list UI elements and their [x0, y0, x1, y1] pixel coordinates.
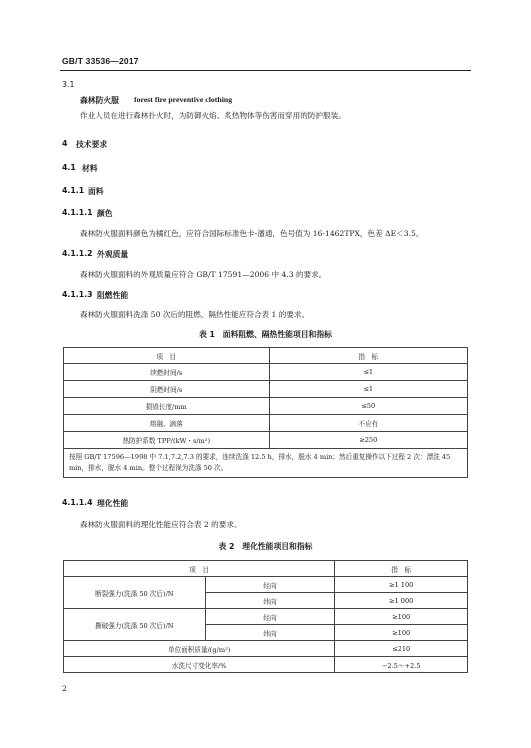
paragraph: 森林防火服面料洗涤 50 次后的阻燃、隔热性能应符合表 1 的要求。 [80, 310, 310, 319]
item-cell: 损毁长度/mm [64, 398, 270, 415]
table-row [64, 657, 468, 673]
value-cell: ≥100 [335, 625, 468, 641]
value-cell: ≥1 100 [335, 577, 468, 593]
item-cell: 续燃时间/s [64, 364, 270, 381]
section-title: 颜色 [97, 209, 113, 218]
value-cell: ≥250 [269, 432, 468, 449]
page-number: 2 [62, 684, 67, 693]
section-title: 面料 [88, 187, 104, 196]
item-cell: 单位面积质量/(g/m²) [64, 641, 335, 657]
table-2 [63, 560, 468, 673]
table-row [64, 577, 468, 593]
column-header: 项 目 [64, 561, 335, 577]
standard-code: GB/T 33536—2017 [62, 56, 139, 66]
value-cell: ≤1 [269, 364, 468, 381]
paragraph: 森林防火服面料颜色为橘红色，应符合国际标准色卡-潘通，色号值为 16-1462TPX，色差 ΔE＜3.5。 [80, 229, 424, 238]
table-row [64, 381, 468, 398]
sub-item-cell: 经向 [205, 609, 335, 625]
table-row [64, 415, 468, 432]
value-cell: ≤50 [269, 398, 468, 415]
item-cell: 撕破强力(洗涤 50 次后)/N [64, 609, 206, 641]
paragraph: 森林防火服面料的外观质量应符合 GB/T 17591—2006 中 4.3 的要求。 [80, 270, 327, 279]
section-number: 4.1.1.1 [62, 208, 93, 217]
column-header: 指 标 [335, 561, 468, 577]
section-title: 理化性能 [97, 499, 129, 508]
table-note: 按照 GB/T 17596—1998 中 7.1,7.2,7.3 的要求，连续洗涤 12.5 h，排水，脱水 4 min；然后重复操作以下过程 2 次：漂洗 45 min，排水，脱水 4 min。整个过程视为洗涤 50 次。 [64, 449, 468, 478]
value-cell: ≥1 000 [335, 593, 468, 609]
value-cell: ≤1 [269, 381, 468, 398]
section-title: 阻燃性能 [97, 291, 129, 300]
value-cell: ≤210 [335, 641, 468, 657]
table-caption: 表 2 理化性能项目和指标 [218, 542, 313, 551]
section-number: 4 [62, 139, 68, 148]
sub-item-cell: 纬向 [205, 625, 335, 641]
value-cell: −2.5～+2.5 [335, 657, 468, 673]
item-cell: 断裂强力(洗涤 50 次后)/N [64, 577, 206, 609]
table-row [64, 398, 468, 415]
section-number: 4.1.1.2 [62, 249, 93, 258]
table-caption: 表 1 面料阻燃、隔热性能项目和指标 [199, 330, 332, 339]
table-1 [63, 347, 468, 478]
section-number: 4.1.1.4 [62, 498, 93, 507]
section-number: 4.1.1.3 [62, 290, 93, 299]
column-header: 指 标 [269, 348, 468, 364]
table-row [64, 364, 468, 381]
term-definition: 作业人员在进行森林扑火时，为防御火焰、炙热物体等伤害而穿用的防护服装。 [80, 111, 346, 120]
item-cell: 熔融、滴落 [64, 415, 270, 432]
clause-number: 3.1 [62, 80, 75, 89]
sub-item-cell: 经向 [205, 577, 335, 593]
sub-item-cell: 纬向 [205, 593, 335, 609]
value-cell: 不应有 [269, 415, 468, 432]
table-note-row [64, 449, 468, 478]
table-row [64, 432, 468, 449]
term-english: forest fire preventive clothing [134, 95, 233, 104]
header-rule [60, 70, 471, 71]
column-header: 项 目 [64, 348, 270, 364]
section-title: 材料 [82, 164, 98, 173]
term-chinese: 森林防火服 [80, 96, 119, 105]
section-title: 外观质量 [97, 250, 129, 259]
section-number: 4.1.1 [62, 186, 85, 195]
section-number: 4.1 [62, 163, 76, 172]
table-row [64, 609, 468, 625]
value-cell: ≥100 [335, 609, 468, 625]
item-cell: 热防护系数 TPP/(kW・s/m²) [64, 432, 270, 449]
paragraph: 森林防火服面料的理化性能应符合表 2 的要求。 [80, 520, 242, 529]
table-header-row [64, 348, 468, 364]
table-row [64, 641, 468, 657]
item-cell: 阴燃时间/s [64, 381, 270, 398]
item-cell: 水洗尺寸变化率/% [64, 657, 335, 673]
section-title: 技术要求 [76, 140, 108, 149]
table-header-row [64, 561, 468, 577]
